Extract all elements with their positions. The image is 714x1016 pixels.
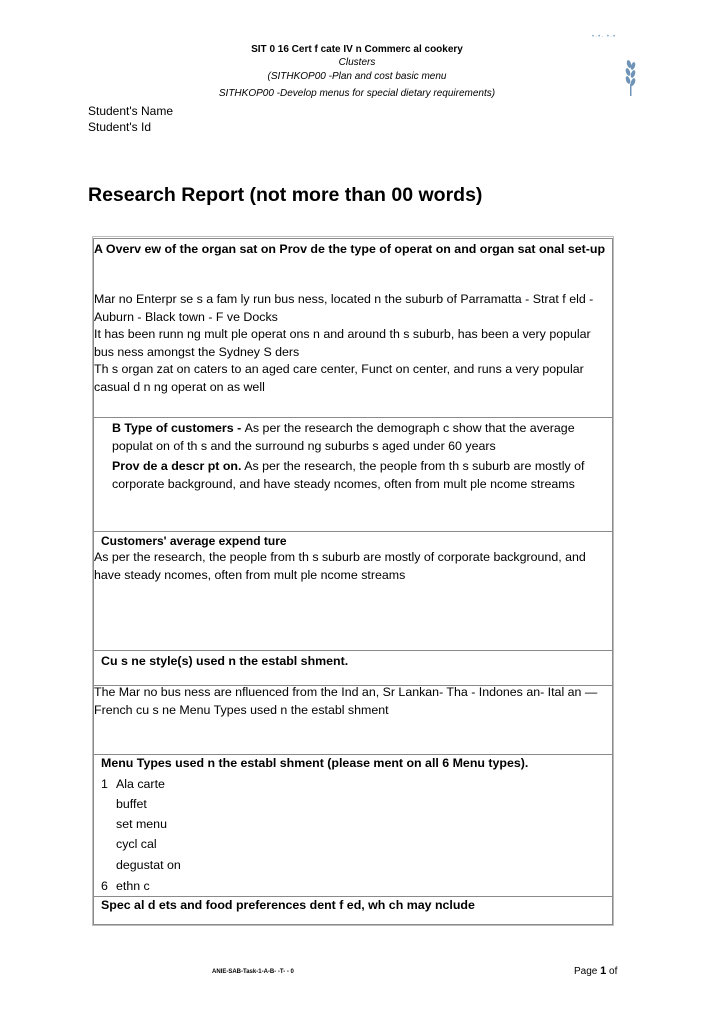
customers-type-text: As per the research the demograph c show that the average populat on of th s and the surround ng suburbs s aged under 60 years <box>112 421 575 453</box>
page-prefix: Page <box>574 966 601 977</box>
menu-item: Ala carte <box>116 777 165 791</box>
menu-item: buffet <box>116 797 147 811</box>
menu-types-heading: Menu Types used n the establ shment (please ment on all 6 Menu types). <box>101 756 529 770</box>
section-a-cell <box>93 238 613 418</box>
section-b-customers <box>112 420 612 455</box>
cuisine-heading: Cu s ne style(s) used n the establ shment. <box>101 654 349 668</box>
page-suffix: of <box>606 966 618 977</box>
page-num: 1 <box>600 965 607 977</box>
special-diets-heading: Spec al d ets and food preferences dent f ed, wh ch may nclude <box>101 898 475 912</box>
expenditure-cell <box>93 531 613 651</box>
menu-item-num: 1 <box>101 777 108 791</box>
document-title: SIT 0 16 Cert f cate IV n Commerc al cookery <box>251 44 463 55</box>
section-a-heading: A Overv ew of the organ sat on Prov de the type of operat on and organ sat onal set-up <box>94 242 606 256</box>
student-name-label: Student's Name <box>88 104 174 118</box>
expenditure-heading: Customers' average expend ture <box>101 534 287 548</box>
unit-line-2: SITHKOP00 -Develop menus for special dietary requirements) <box>218 88 496 99</box>
cuisine-body-cell <box>93 685 613 755</box>
menu-item: set menu <box>116 817 167 831</box>
special-diets-cell <box>93 896 613 925</box>
menu-item-num: 6 <box>101 879 108 893</box>
footer-document-code: ANIE-SAB-Task-1-A-B- -T- - 0 <box>212 969 294 975</box>
section-a-body: Mar no Enterpr se s a fam ly run bus ness, located n the suburb of Parramatta - Strat f eld - Auburn - Black town - F ve Docks It has been runn ng mult ple operat ons n and around th s suburb, has been a very popular bus ness amongst the Sydney S ders Th s organ zat on caters to an aged care center, Funct on center, and runs a very popular casual d n ng operat on as well <box>94 292 594 394</box>
expenditure-body: As per the research, the people from th s suburb are mostly of corporate background, and have steady ncomes, often from mult ple ncome streams <box>94 550 586 582</box>
cuisine-body: The Mar no bus ness are nfluenced from the Ind an, Sr Lankan- Tha - Indones an- Ital an — French cu s ne Menu Types used n the establ shment <box>94 685 598 717</box>
description-text: As per the research, the people from th s suburb are mostly of corporate background, and have steady ncomes, often from mult ple ncome streams <box>112 459 585 491</box>
page-number <box>574 965 617 977</box>
menu-types-cell <box>93 754 613 897</box>
cuisine-heading-cell <box>93 650 613 686</box>
description-label: Prov de a descr pt on. <box>112 459 242 473</box>
wheat-logo-icon <box>622 58 640 98</box>
section-b-description <box>112 458 612 493</box>
menu-item: degustat on <box>116 858 181 872</box>
unit-line-1: (SITHKOP00 -Plan and cost basic menu <box>267 71 447 82</box>
section-b-cell <box>93 417 613 532</box>
student-id-label: Student's Id <box>88 120 151 134</box>
menu-item: ethn c <box>116 879 150 893</box>
customers-type-label: B Type of customers - <box>112 421 245 435</box>
report-title: Research Report (not more than 00 words) <box>88 184 483 206</box>
menu-item: cycl cal <box>116 837 157 851</box>
logo-text: •·•· •·• <box>592 34 617 40</box>
document-subtitle: Clusters <box>338 57 376 68</box>
